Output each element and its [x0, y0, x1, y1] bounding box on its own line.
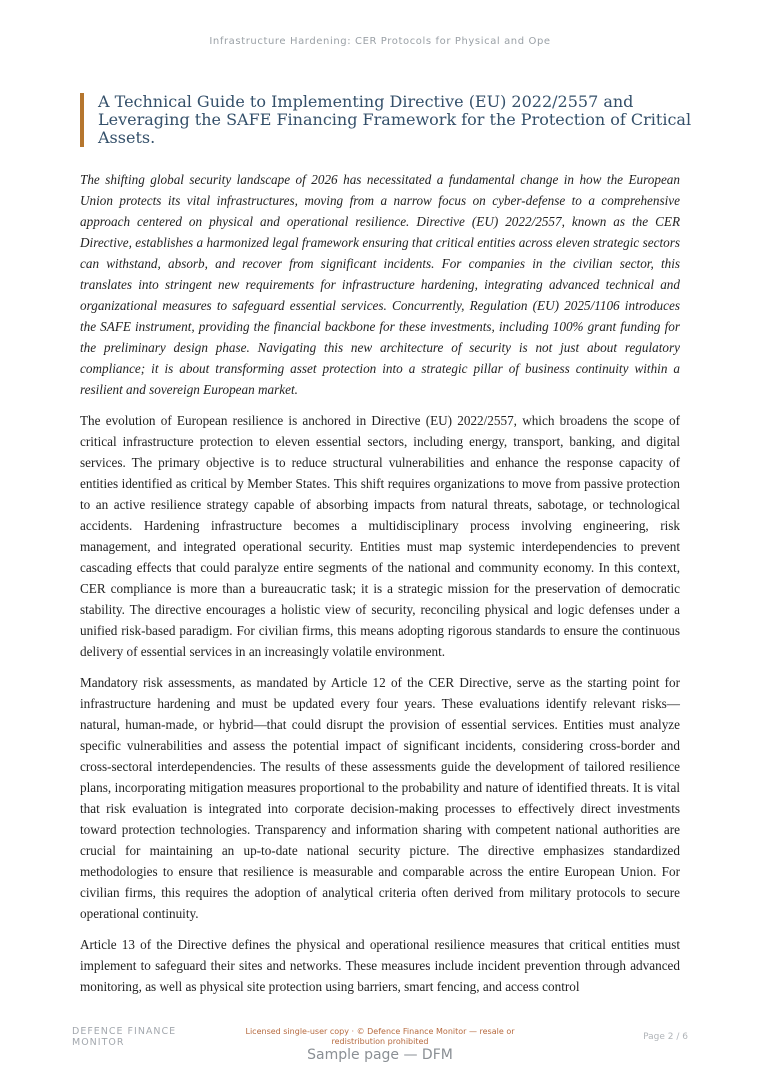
title-block — [80, 93, 698, 147]
article-title: A Technical Guide to Implementing Directive (EU) 2022/2557 and Leveraging the SAFE Financing Framework for the Protection of Critical Assets. — [98, 92, 692, 147]
footer-license-notice: Licensed single-user copy · © Defence Finance Monitor — resale or redistribution prohibited — [245, 1027, 515, 1046]
lead-paragraph: The shifting global security landscape of 2026 has necessitated a fundamental change in how the European Union protects its vital infrastructures, moving from a narrow focus on cyber-defense to a comprehensive approach centered on physical and operational resilience. Directive (EU) 2022/2557, known as the CER Directive, establishes a harmonized legal framework ensuring that critical entities across eleven strategic sectors can withstand, absorb, and recover from significant incidents. For companies in the civilian sector, this translates into stringent new requirements for infrastructure hardening, integrating advanced technical and organizational measures to safeguard essential services. Concurrently, Regulation (EU) 2025/1106 introduces the SAFE instrument, providing the financial backbone for these investments, including 100% grant funding for the preliminary design phase. Navigating this new architecture of security is not just about regulatory compliance; it is about transforming asset protection into a strategic pillar of business continuity within a resilient and sovereign European market. — [80, 172, 680, 397]
body-paragraph: Mandatory risk assessments, as mandated by Article 12 of the CER Directive, serve as the starting point for infrastructure hardening and must be updated every four years. These evaluations identify relevant risks—natural, human-made, or hybrid—that could disrupt the provision of essential services. Entities must analyze specific vulnerabilities and assess the potential impact of significant incidents, considering cross-border and cross-sectoral interdependencies. The results of these assessments guide the development of tailored resilience plans, incorporating mitigation measures proportional to the probability and nature of identified threats. It is vital that risk evaluation is integrated into corporate decision-making processes to effectively direct investments toward protection technologies. Transparency and information sharing with competent national authorities are crucial for maintaining an up-to-date national security picture. The directive emphasizes standardized methodologies to ensure that resilience is measurable and comparable across the entire European Union. For civilian firms, this requires the adoption of analytical criteria often derived from military protocols to secure operational continuity. — [80, 675, 680, 921]
page-number: Page 2 / 6 — [643, 1032, 688, 1042]
article-body — [80, 169, 680, 1007]
sample-page-stamp: Sample page — DFM — [307, 1047, 453, 1063]
running-header: Infrastructure Hardening: CER Protocols for Physical and Ope — [209, 36, 551, 47]
body-paragraph: The evolution of European resilience is anchored in Directive (EU) 2022/2557, which broadens the scope of critical infrastructure protection to eleven essential sectors, including energy, transport, banking, and digital services. The primary objective is to reduce structural vulnerabilities and enhance the response capacity of entities identified as critical by Member States. This shift requires organizations to move from passive protection to an active resilience strategy capable of absorbing impacts from natural threats, sabotage, or technological accidents. Hardening infrastructure becomes a multidisciplinary process involving engineering, risk management, and integrated operational security. Entities must map systemic interdependencies to prevent cascading effects that could paralyze entire segments of the national and community economy. In this context, CER compliance is more than a bureaucratic task; it is a strategic mission for the preservation of democratic stability. The directive encourages a holistic view of security, reconciling physical and logic defenses under a unified risk-based paradigm. For civilian firms, this means adopting rigorous standards to ensure the continuous delivery of essential services in an increasingly volatile environment. — [80, 413, 680, 659]
body-paragraph: Article 13 of the Directive defines the physical and operational resilience measures that critical entities must implement to safeguard their sites and networks. These measures include incident prevention through advanced monitoring, as well as physical site protection using barriers, smart fencing, and access control — [80, 937, 680, 994]
footer-brand: DEFENCE FINANCE MONITOR — [72, 1026, 177, 1048]
